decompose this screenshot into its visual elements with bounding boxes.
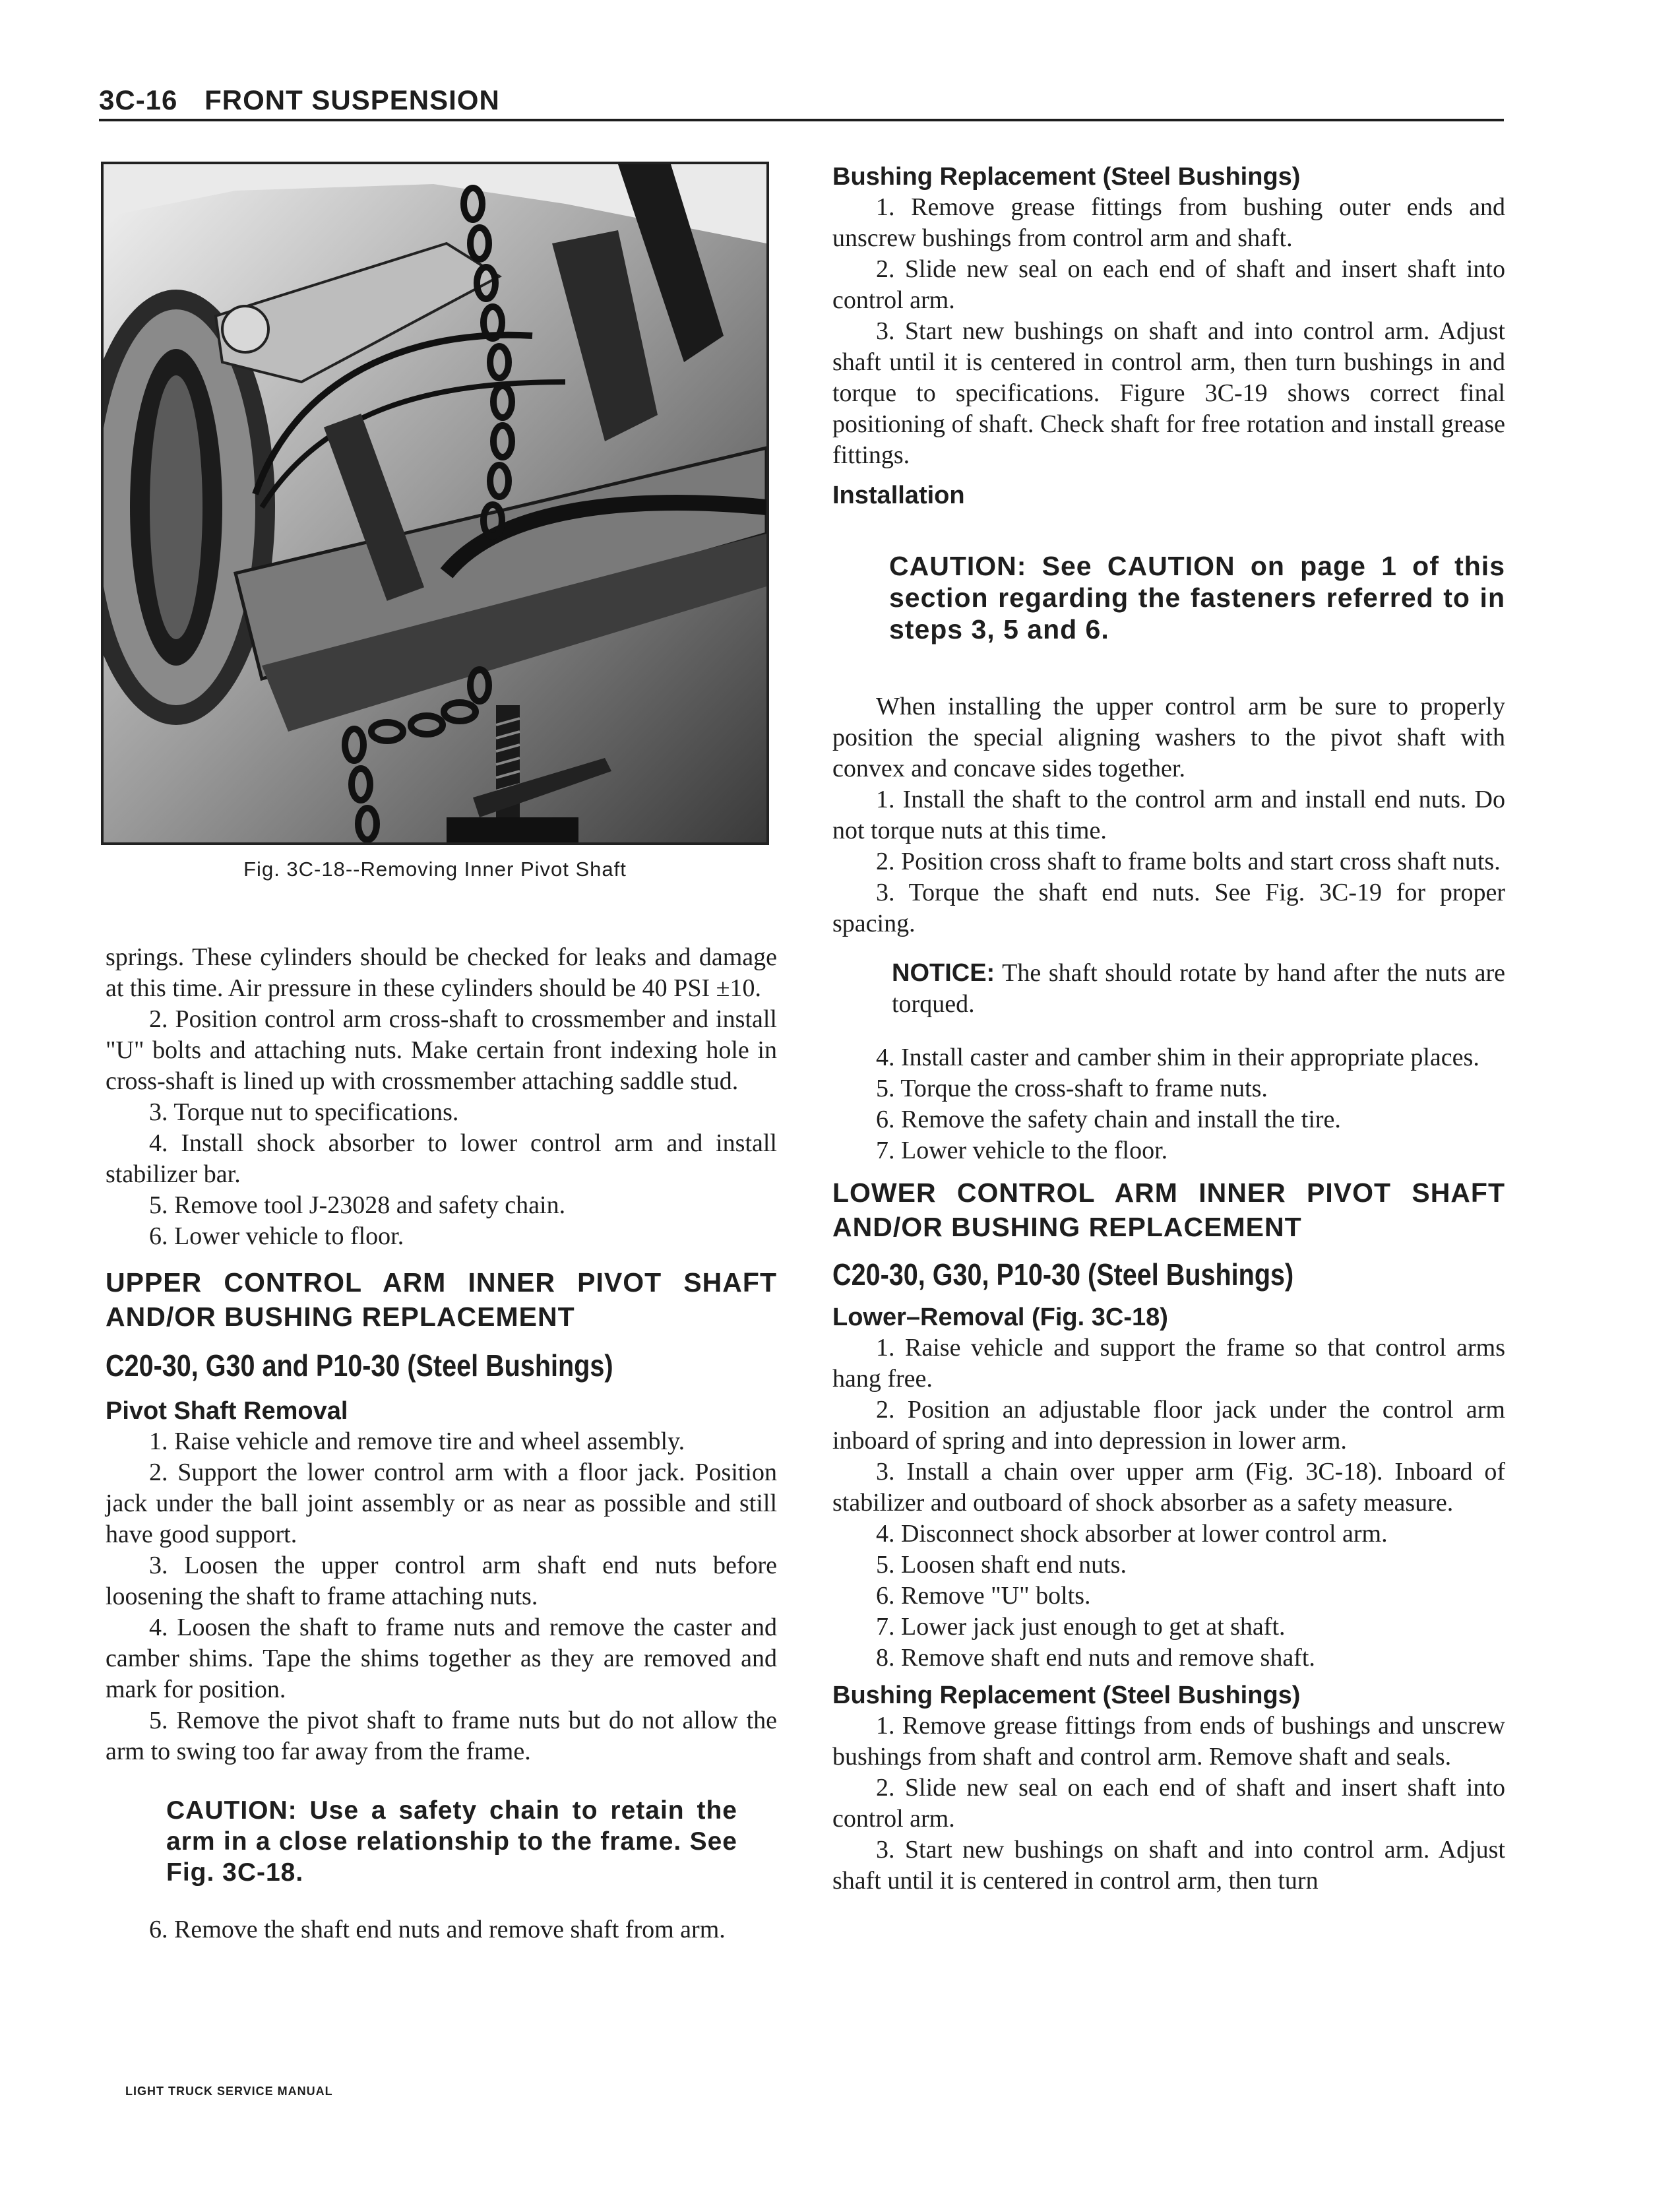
left-step: 5. Remove tool J-23028 and safety chain. bbox=[149, 1191, 566, 1219]
left-column bbox=[106, 942, 777, 1945]
install-step: 6. Remove the safety chain and install the tire. bbox=[876, 1106, 1341, 1133]
right-column bbox=[832, 162, 1505, 1897]
bushing-replacement-heading: Bushing Replacement (Steel Bushings) bbox=[832, 163, 1301, 191]
install-step: 1. Install the shaft to the control arm and install end nuts. Do not torque nuts at this time. bbox=[832, 786, 1505, 844]
left-step: 2. Position control arm cross-shaft to crossmember and install "U" bolts and attaching nuts. Make certain front indexing hole in cross-shaft is lined up with crossmember attaching saddle stud. bbox=[106, 1005, 777, 1095]
safety-chain-caution: CAUTION: Use a safety chain to retain the arm in a close relationship to the frame. See Fig. 3C-18. bbox=[166, 1796, 737, 1887]
pivot-step: 5. Remove the pivot shaft to frame nuts but do not allow the arm to swing too far away from the frame. bbox=[106, 1707, 777, 1765]
lower-model-heading: C20-30, G30, P10-30 (Steel Bushings) bbox=[832, 1257, 1294, 1292]
notice-block bbox=[892, 958, 1505, 1020]
figure-caption: Fig. 3C-18--Removing Inner Pivot Shaft bbox=[243, 858, 627, 881]
lower-step: 3. Install a chain over upper arm (Fig. 3C-18). Inboard of stabilizer and outboard of shock absorber as a safety measure. bbox=[832, 1458, 1505, 1517]
installation-heading: Installation bbox=[832, 482, 965, 509]
lower-step: 8. Remove shaft end nuts and remove shaft. bbox=[876, 1644, 1315, 1672]
left-step: 4. Install shock absorber to lower control arm and install stabilizer bar. bbox=[106, 1129, 777, 1188]
lower-step: 2. Position an adjustable floor jack under the control arm inboard of spring and into depression in lower arm. bbox=[832, 1396, 1505, 1455]
bushing2-step: 3. Start new bushings on shaft and into control arm. Adjust shaft until it is centered in control arm, then turn bbox=[832, 1836, 1505, 1895]
lower-control-arm-heading: LOWER CONTROL ARM INNER PIVOT SHAFT AND/OR BUSHING REPLACEMENT bbox=[832, 1178, 1505, 1242]
bushing2-step: 2. Slide new seal on each end of shaft and insert shaft into control arm. bbox=[832, 1774, 1505, 1833]
pivot-shaft-removal-heading: Pivot Shaft Removal bbox=[106, 1397, 348, 1425]
page-footer: LIGHT TRUCK SERVICE MANUAL bbox=[125, 2085, 333, 2098]
install-step: 7. Lower vehicle to the floor. bbox=[876, 1137, 1168, 1164]
install-step: 3. Torque the shaft end nuts. See Fig. 3C-19 for proper spacing. bbox=[832, 879, 1505, 937]
lower-step: 4. Disconnect shock absorber at lower control arm. bbox=[876, 1520, 1388, 1548]
header-rule bbox=[99, 119, 1504, 121]
lower-step: 6. Remove "U" bolts. bbox=[876, 1582, 1091, 1610]
install-step: 4. Install caster and camber shim in their appropriate places. bbox=[876, 1044, 1479, 1071]
installation-caution: CAUTION: See CAUTION on page 1 of this section regarding the fasteners referred to in steps 3, 5 and 6. bbox=[889, 551, 1505, 644]
section-number: 3C-16 bbox=[99, 84, 178, 115]
notice-text: The shaft should rotate by hand after the nuts are torqued. bbox=[892, 959, 1505, 1018]
lower-removal-heading: Lower–Removal (Fig. 3C-18) bbox=[832, 1304, 1168, 1331]
lower-step: 5. Loosen shaft end nuts. bbox=[876, 1551, 1127, 1579]
bushing-step: 2. Slide new seal on each end of shaft and insert shaft into control arm. bbox=[832, 255, 1505, 314]
left-step: 3. Torque nut to specifications. bbox=[149, 1098, 459, 1126]
pivot-step: 3. Loosen the upper control arm shaft end nuts before loosening the shaft to frame attaching nuts. bbox=[106, 1552, 777, 1610]
pivot-step: 4. Loosen the shaft to frame nuts and remove the caster and camber shims. Tape the shims together as they are removed and mark for position. bbox=[106, 1614, 777, 1703]
bushing-step: 1. Remove grease fittings from bushing outer ends and unscrew bushings from control arm and shaft. bbox=[832, 193, 1505, 252]
install-step: 5. Torque the cross-shaft to frame nuts. bbox=[876, 1075, 1268, 1102]
upper-control-arm-heading: UPPER CONTROL ARM INNER PIVOT SHAFT AND/OR BUSHING REPLACEMENT bbox=[106, 1267, 777, 1332]
pivot-step: 2. Support the lower control arm with a floor jack. Position jack under the ball joint assembly or as near as possible and still have good support. bbox=[106, 1459, 777, 1548]
install-step: 2. Position cross shaft to frame bolts and start cross shaft nuts. bbox=[876, 848, 1501, 875]
pivot-step: 1. Raise vehicle and remove tire and wheel assembly. bbox=[149, 1428, 685, 1455]
bushing-step: 3. Start new bushings on shaft and into control arm. Adjust shaft until it is centered in control arm, then turn bushings in and torque to specifications. Figure 3C-19 shows correct final positioning of shaft. Check shaft for free rotation and install grease fittings. bbox=[832, 317, 1505, 469]
bushing2-step: 1. Remove grease fittings from ends of bushings and unscrew bushings from shaft and control arm. Remove shaft and seals. bbox=[832, 1712, 1505, 1771]
lower-step: 1. Raise vehicle and support the frame so that control arms hang free. bbox=[832, 1334, 1505, 1393]
pivot-step-final: 6. Remove the shaft end nuts and remove shaft from arm. bbox=[149, 1916, 726, 1943]
suspension-photo-illustration bbox=[104, 164, 766, 842]
left-intro: springs. These cylinders should be checked for leaks and damage at this time. Air pressure in these cylinders should be 40 PSI ±10. bbox=[106, 943, 777, 1002]
upper-model-heading: C20-30, G30 and P10-30 (Steel Bushings) bbox=[106, 1348, 613, 1383]
page-header bbox=[99, 84, 500, 116]
section-title: FRONT SUSPENSION bbox=[204, 84, 500, 115]
lower-step: 7. Lower jack just enough to get at shaft. bbox=[876, 1613, 1286, 1641]
left-step: 6. Lower vehicle to floor. bbox=[149, 1222, 404, 1250]
installation-intro: When installing the upper control arm be sure to properly position the special aligning washers to the pivot shaft with convex and concave sides together. bbox=[832, 693, 1505, 782]
notice-label: NOTICE: bbox=[892, 959, 995, 987]
figure-photo bbox=[101, 162, 769, 845]
bushing-replacement-heading-2: Bushing Replacement (Steel Bushings) bbox=[832, 1681, 1301, 1709]
